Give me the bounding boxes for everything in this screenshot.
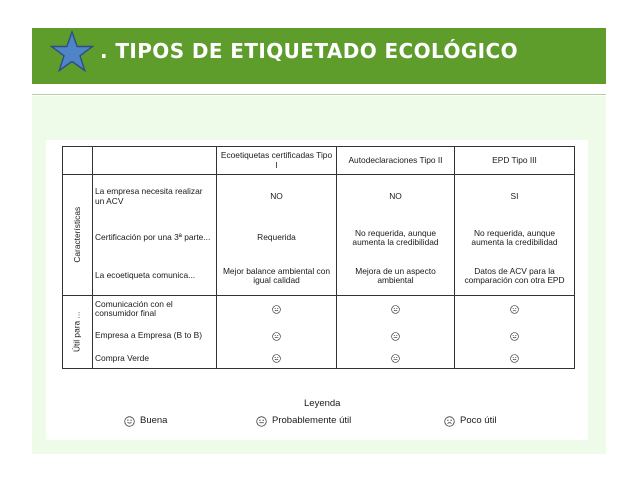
group-label-cell	[63, 175, 93, 296]
neutral-face-icon	[391, 332, 400, 341]
neutral-face-icon	[256, 416, 267, 427]
header-row	[63, 147, 575, 175]
slide-title: . TIPOS DE ETIQUETADO ECOLÓGICO	[100, 39, 518, 63]
col-header-tipo-i: Ecoetiquetas certificadas Tipo I	[217, 147, 337, 175]
rating-cell	[217, 350, 337, 369]
table-row	[63, 323, 575, 350]
rating-cell	[455, 350, 575, 369]
col-header-tipo-ii: Autodeclaraciones Tipo II	[337, 147, 455, 175]
legend-label: Probablemente útil	[272, 415, 352, 426]
table-cell: NO	[337, 175, 455, 219]
table-cell: Requerida	[217, 219, 337, 257]
table-row	[63, 296, 575, 323]
table-row	[63, 257, 575, 295]
row-caption: La ecoetiqueta comunica...	[93, 257, 217, 295]
row-caption: Empresa a Empresa (B to B)	[93, 323, 217, 350]
row-caption: Compra Verde	[93, 350, 217, 369]
title-banner	[32, 28, 606, 84]
good-face-icon	[124, 416, 135, 427]
rating-cell	[337, 323, 455, 350]
table-cell: Mejor balance ambiental con igual calidad	[217, 257, 337, 295]
neutral-face-icon	[272, 332, 281, 341]
rating-cell	[455, 323, 575, 350]
divider-line	[32, 94, 606, 95]
table-card	[46, 140, 588, 440]
group-label-cell	[63, 296, 93, 369]
table-row	[63, 219, 575, 257]
group-label-util-para: Útil para ...	[71, 311, 82, 353]
legend-title: Leyenda	[304, 398, 341, 409]
ecolabel-comparison-table	[62, 146, 575, 369]
rating-cell	[217, 296, 337, 323]
table-row	[63, 350, 575, 369]
rating-cell	[337, 350, 455, 369]
table-cell: No requerida, aunque aumenta la credibilidad	[455, 219, 575, 257]
good-face-icon	[272, 305, 281, 314]
rating-cell	[337, 296, 455, 323]
table-row	[63, 175, 575, 219]
rating-cell	[217, 323, 337, 350]
legend-label: Buena	[140, 415, 168, 426]
good-face-icon	[391, 305, 400, 314]
good-face-icon	[272, 354, 281, 363]
good-face-icon	[510, 354, 519, 363]
corner-cell	[93, 147, 217, 175]
sad-face-icon	[510, 305, 519, 314]
col-header-tipo-iii: EPD Tipo III	[455, 147, 575, 175]
neutral-face-icon	[391, 354, 400, 363]
corner-cell-side	[63, 147, 93, 175]
sad-face-icon	[444, 416, 455, 427]
table-cell: NO	[217, 175, 337, 219]
group-label-caracteristicas: Características	[71, 207, 82, 263]
row-caption: Certificación por una 3ª parte...	[93, 219, 217, 257]
table-cell: Mejora de un aspecto ambiental	[337, 257, 455, 295]
row-caption: La empresa necesita realizar un ACV	[93, 175, 217, 219]
table-cell: No requerida, aunque aumenta la credibilidad	[337, 219, 455, 257]
rating-cell	[455, 296, 575, 323]
table-cell: Datos de ACV para la comparación con otra EPD	[455, 257, 575, 295]
table-cell: SI	[455, 175, 575, 219]
row-caption: Comunicación con el consumidor final	[93, 296, 217, 323]
legend-label: Poco útil	[460, 415, 497, 426]
good-face-icon	[510, 332, 519, 341]
blue-star-icon	[50, 30, 94, 74]
